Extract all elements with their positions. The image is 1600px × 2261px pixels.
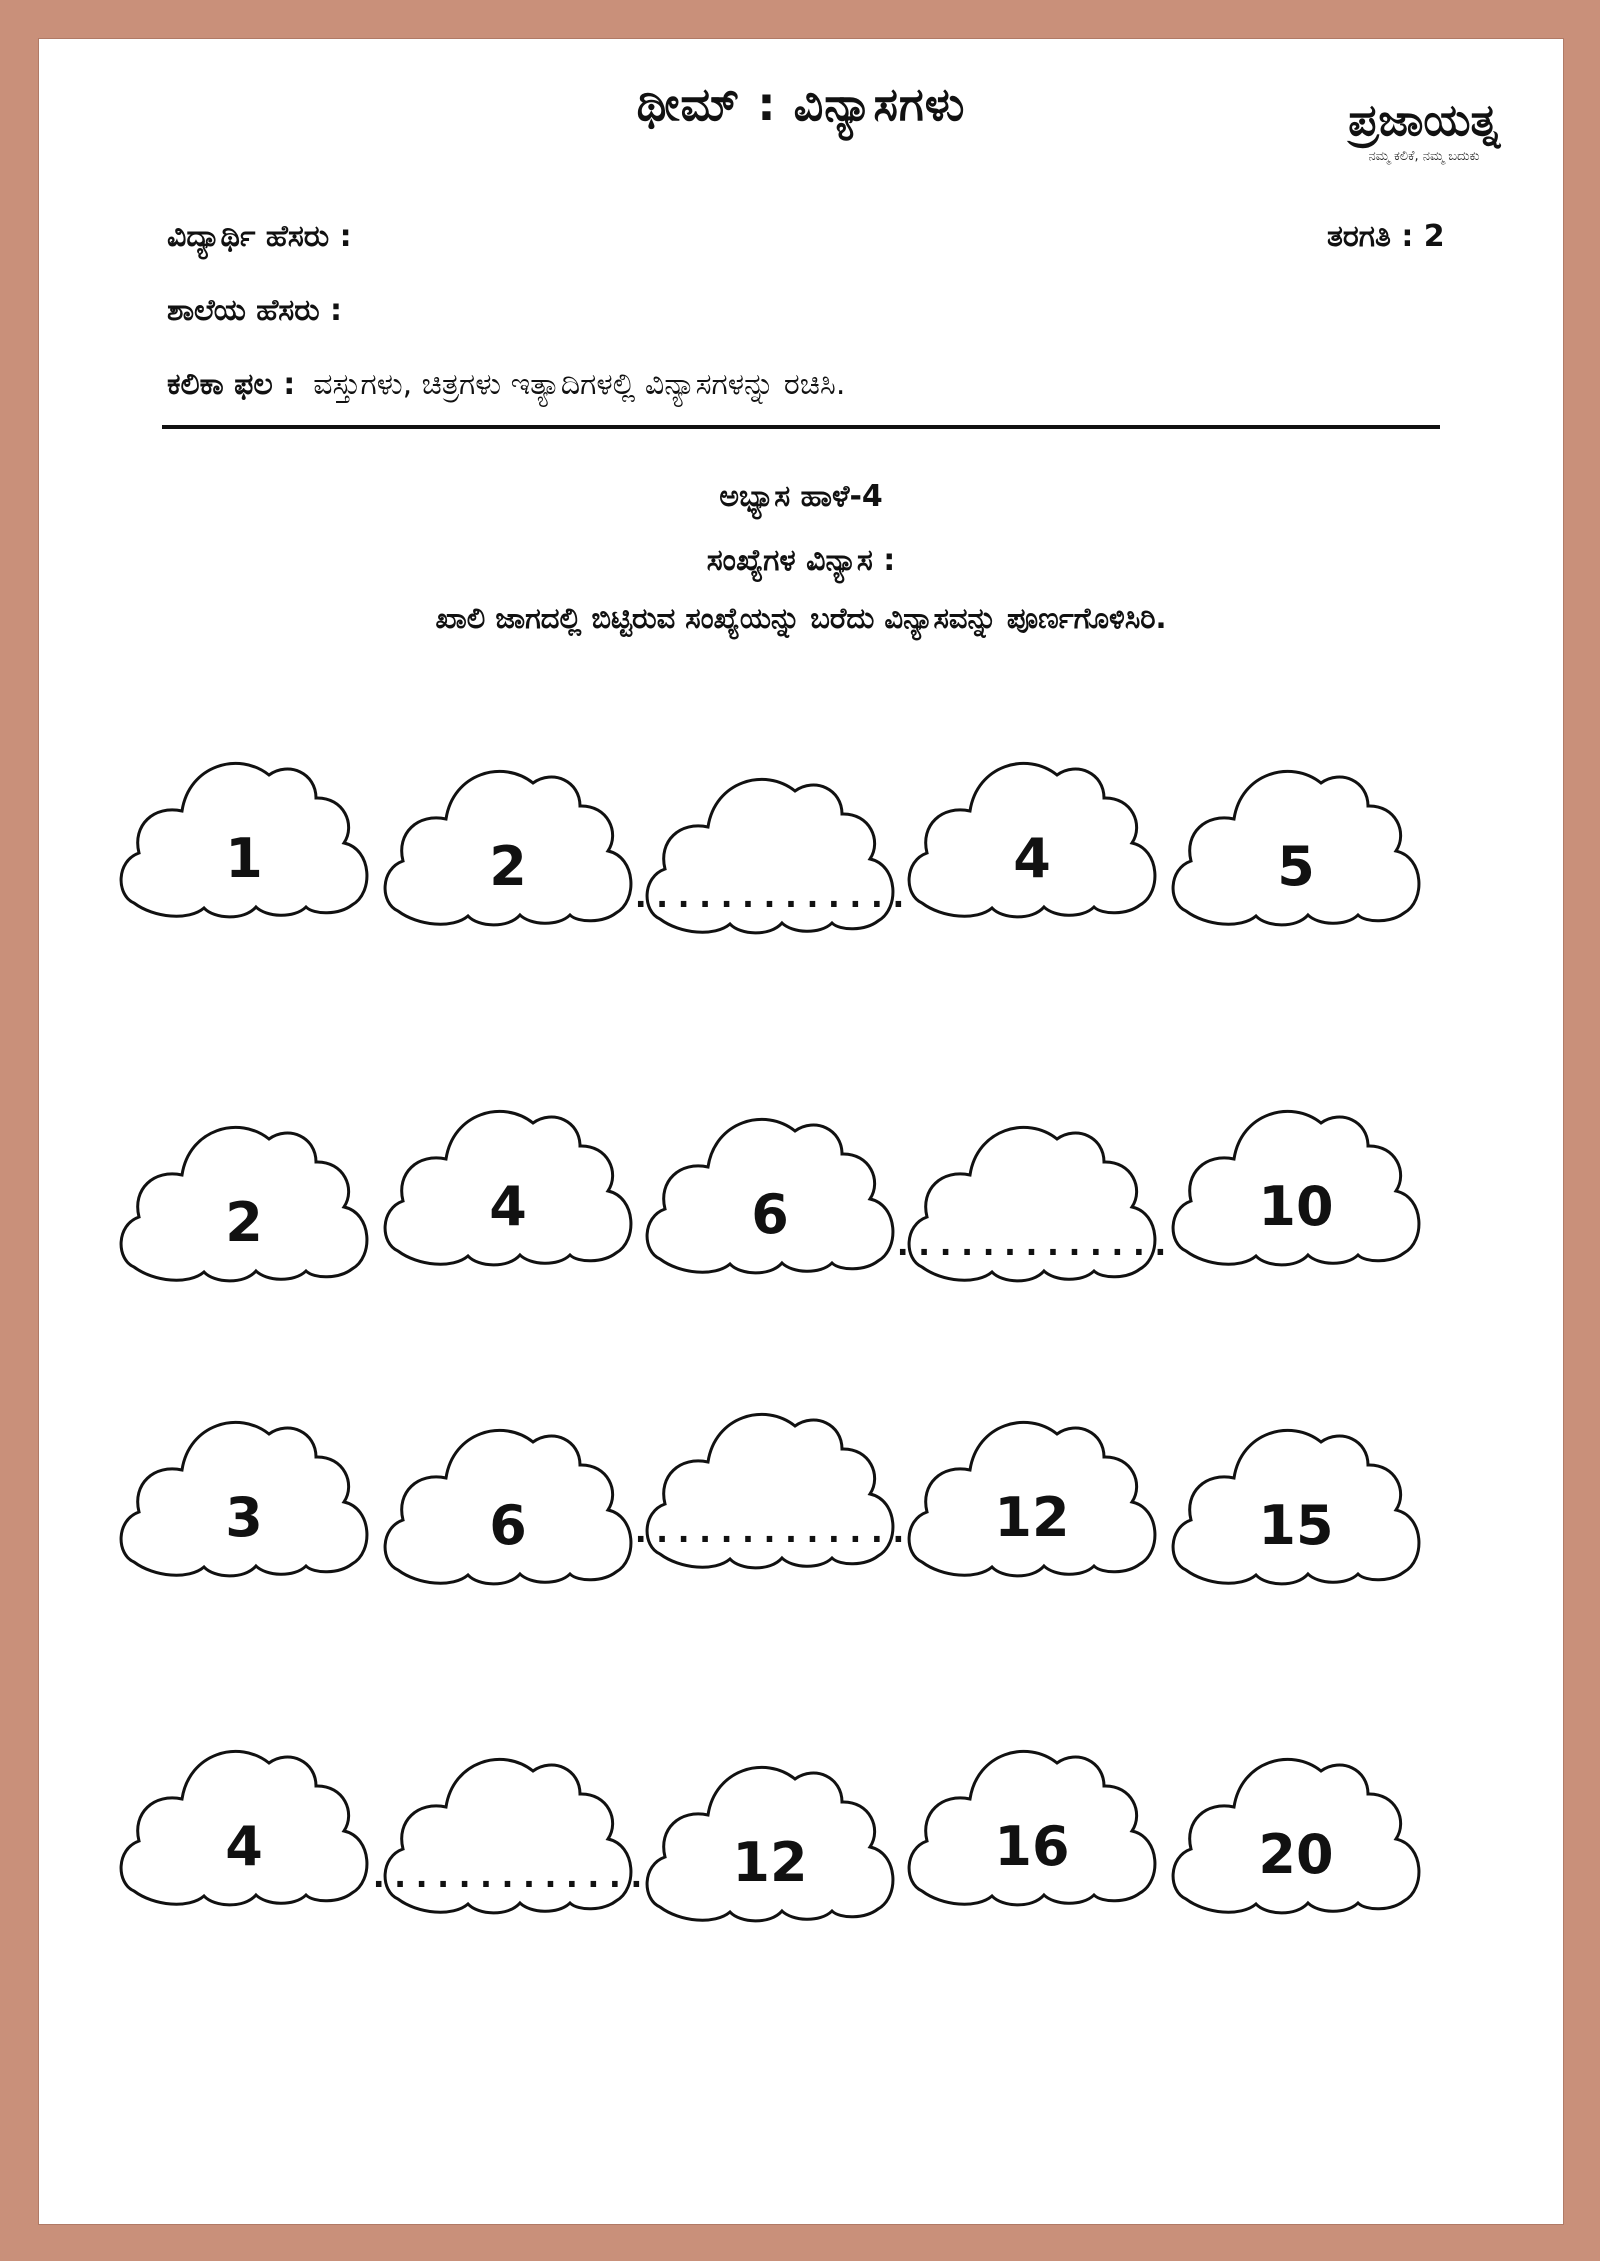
cloud-number: 1: [225, 827, 263, 890]
blank-answer-line[interactable]: .............: [368, 1856, 648, 1896]
cloud-number: 6: [489, 1494, 527, 1557]
pattern-cloud: [121, 763, 367, 916]
learning-outcome-label: ಕಲಿಕಾ ಫಲ :: [167, 367, 296, 402]
cloud-number: 6: [751, 1183, 789, 1246]
cloud-number: 12: [732, 1831, 808, 1894]
blank-answer-line[interactable]: .............: [630, 876, 910, 916]
section-title: ಸಂಖ್ಯೆಗಳ ವಿನ್ಯಾಸ :: [706, 543, 896, 578]
pattern-cloud: [385, 1430, 631, 1583]
logo-tagline: ನಮ್ಮ ಕಲಿಕೆ, ನಮ್ಮ ಬದುಕು: [1368, 149, 1480, 165]
blank-answer-line[interactable]: .............: [630, 1511, 910, 1551]
worksheet-page: [38, 38, 1564, 2225]
pattern-cloud: [892, 1127, 1171, 1280]
class-label: ತರಗತಿ : 2: [1327, 219, 1445, 254]
cloud-number: 3: [225, 1486, 263, 1549]
pattern-cloud: [1173, 1111, 1419, 1264]
instruction: ಖಾಲಿ ಜಾಗದಲ್ಲಿ ಬಿಟ್ಟಿರುವ ಸಂಖ್ಯೆಯನ್ನು ಬರೆದು ವಿನ್ಯಾಸವನ್ನು ಪೂರ್ಣಗೊಳಿಸಿರಿ.: [435, 601, 1167, 635]
pattern-cloud: [121, 1422, 367, 1575]
cloud-number: 16: [994, 1815, 1070, 1878]
pattern-cloud: [1173, 771, 1419, 924]
student-name-label: ವಿದ್ಯಾರ್ಥಿ ಹೆಸರು :: [167, 219, 352, 254]
theme-title: ಥೀಮ್ : ವಿನ್ಯಾಸಗಳು: [636, 77, 966, 131]
cloud-number: 15: [1258, 1494, 1334, 1557]
number-pattern-clouds: [39, 39, 1563, 2224]
cloud-number: 4: [489, 1175, 527, 1238]
pattern-cloud: [121, 1127, 367, 1280]
school-name-label: ಶಾಲೆಯ ಹೆಸರು :: [167, 293, 343, 328]
pattern-cloud: [630, 1414, 909, 1567]
cloud-number: 2: [225, 1191, 263, 1254]
cloud-number: 20: [1258, 1823, 1334, 1886]
cloud-number: 2: [489, 835, 527, 898]
cloud-number: 5: [1277, 835, 1315, 898]
pattern-cloud: [1173, 1759, 1419, 1912]
pattern-cloud: [368, 1759, 647, 1912]
pattern-cloud: [385, 771, 631, 924]
learning-outcome-text: ವಸ್ತುಗಳು, ಚಿತ್ರಗಳು ಇತ್ಯಾದಿಗಳಲ್ಲಿ ವಿನ್ಯಾಸಗಳನ್ನು ರಚಿಸಿ.: [313, 367, 846, 402]
pattern-cloud: [385, 1111, 631, 1264]
pattern-cloud: [121, 1751, 367, 1904]
cloud-number: 10: [1258, 1175, 1334, 1238]
cloud-number: 4: [1013, 827, 1051, 890]
cloud-number: 4: [225, 1815, 263, 1878]
pattern-cloud: [647, 1119, 893, 1272]
pattern-cloud: [630, 779, 909, 932]
pattern-cloud: [909, 763, 1155, 916]
pattern-cloud: [909, 1751, 1155, 1904]
blank-answer-line[interactable]: .............: [892, 1224, 1172, 1264]
pattern-cloud: [647, 1767, 893, 1920]
pattern-cloud: [1173, 1430, 1419, 1583]
sheet-title: ಅಭ್ಯಾಸ ಹಾಳೆ-4: [719, 479, 883, 514]
logo-text: ಪ್ರಜಾಯತ್ನ: [1348, 95, 1500, 146]
cloud-number: 12: [994, 1486, 1070, 1549]
pattern-cloud: [909, 1422, 1155, 1575]
